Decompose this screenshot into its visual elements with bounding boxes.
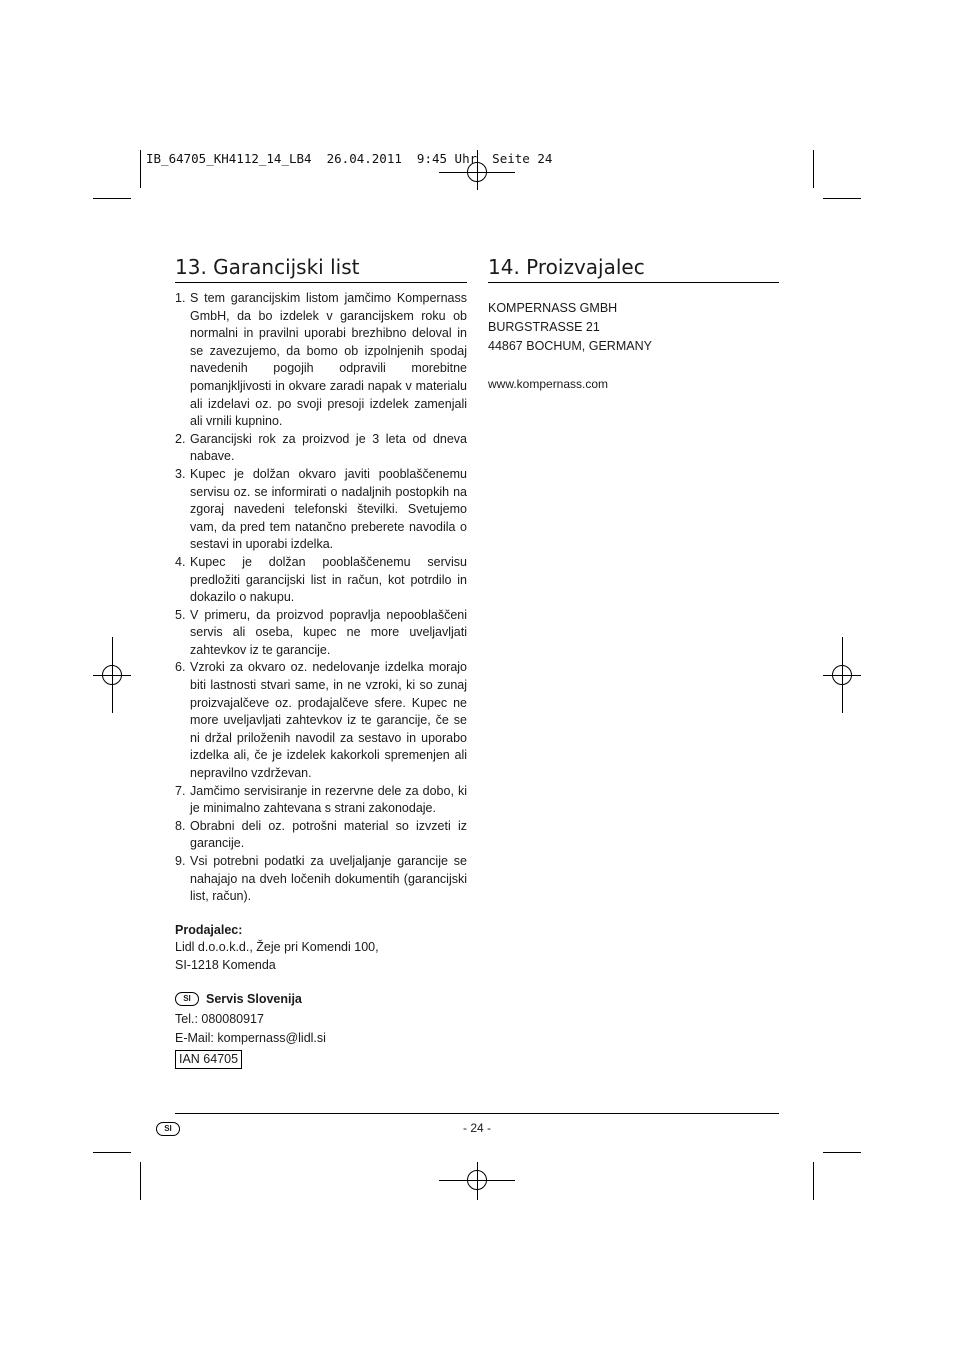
item-text: V primeru, da proizvod popravlja nepooblaščeni servis ali oseba, kupec ne more uveljavljati zahtevkov iz te garancije. — [190, 607, 467, 657]
service-email: E-Mail: kompernass@lidl.si — [175, 1031, 326, 1046]
page-number: - 24 - — [462, 1121, 491, 1135]
warranty-heading: 13. Garancijski list — [175, 254, 467, 283]
crop-mark — [813, 1162, 814, 1200]
seller-address-line: Lidl d.o.o.k.d., Žeje pri Komendi 100, — [175, 940, 379, 955]
footer-country-badge: SI — [156, 1122, 180, 1136]
item-number: 8. — [175, 818, 186, 833]
list-item — [175, 818, 467, 853]
manufacturer-heading: 14. Proizvajalec — [488, 254, 779, 283]
item-text: S tem garancijskim listom jamčimo Kompernass GmbH, da bo izdelek v garancijskem roku ob normalni in pravilni uporabi brezhibno deloval in se zavezujemo, da bomo ob izpolnjenih spodaj navedenih pogojih odpravili morebitne pomanjkljivosti in okvare zaradi napak v materialu ali izdelavi oz. po svoji presoji izdelek zamenjali ali vrnili kupnino. — [190, 291, 467, 429]
item-number: 1. — [175, 291, 186, 305]
list-item — [175, 431, 467, 466]
item-number: 5. — [175, 607, 186, 622]
warranty-section — [175, 254, 467, 1069]
list-item — [175, 290, 467, 431]
list-item — [175, 607, 467, 660]
ian-number-box: IAN 64705 — [175, 1050, 242, 1069]
address-line: BURGSTRASSE 21 — [488, 320, 600, 334]
crop-mark — [813, 150, 814, 188]
manufacturer-website: www.kompernass.com — [488, 377, 609, 391]
seller-address-line: SI-1218 Komenda — [175, 957, 276, 972]
item-number: 2. — [175, 431, 186, 446]
manufacturer-section — [488, 254, 779, 394]
list-item — [175, 853, 467, 906]
crop-mark — [140, 1162, 141, 1200]
seller-label: Prodajalec: — [175, 922, 243, 937]
country-badge: SI — [175, 992, 199, 1006]
item-text: Jamčimo servisiranje in rezervne dele za dobo, ki je minimalno zahtevana s strani zakonodaje. — [190, 783, 467, 816]
warranty-conditions-list — [175, 290, 467, 906]
item-number: 6. — [175, 660, 186, 675]
list-item — [175, 466, 467, 554]
item-text: Obrabni deli oz. potrošni material so izvzeti iz garancije. — [190, 818, 467, 851]
list-item — [175, 554, 467, 607]
item-number: 3. — [175, 466, 186, 481]
item-text: Vsi potrebni podatki za uveljaljanje garancije se nahajajo na dveh ločenih dokumentih (garancijski list, račun). — [190, 854, 467, 904]
service-block — [175, 991, 467, 1070]
item-number: 7. — [175, 783, 186, 798]
crop-mark — [823, 198, 861, 199]
address-line: 44867 BOCHUM, GERMANY — [488, 339, 652, 353]
list-item — [175, 783, 467, 818]
service-title: Servis Slovenija — [206, 991, 302, 1006]
service-phone: Tel.: 080080917 — [175, 1012, 264, 1027]
item-number: 4. — [175, 554, 186, 569]
service-title-row — [175, 991, 467, 1009]
item-text: Garancijski rok za proizvod je 3 leta od dneva nabave. — [190, 431, 467, 464]
list-item — [175, 659, 467, 782]
manufacturer-address — [488, 299, 779, 356]
item-text: Kupec je dolžan pooblaščenemu servisu predložiti garancijski list in račun, kot potrdilo in dokazilo o nakupu. — [190, 554, 467, 605]
address-line: KOMPERNASS GMBH — [488, 301, 618, 315]
crop-mark — [140, 150, 141, 188]
print-slug: IB_64705_KH4112_14_LB4 26.04.2011 9:45 Uhr Seite 24 — [146, 151, 553, 166]
crop-mark — [823, 1152, 861, 1153]
item-text: Kupec je dolžan okvaro javiti pooblaščenemu servisu oz. se informirati o nadaljnih postopkih na zgoraj navedeni telefonski številki. Svetujemo vam, da pred tem natančno preberete navodila o sestavi in uporabi izdelka. — [190, 466, 467, 552]
footer-divider — [175, 1113, 779, 1114]
seller-block — [175, 922, 467, 975]
crop-mark — [93, 198, 131, 199]
item-number: 9. — [175, 854, 186, 868]
crop-mark — [93, 1152, 131, 1153]
item-text: Vzroki za okvaro oz. nedelovanje izdelka morajo biti lastnosti stvari same, in ne vzroki, ki so zunaj proizvajalčeve oz. prodajalčeve sfere. Kupec ne more uveljavljati zahtevkov iz te garancije, če se ni držal priloženih navodil za sestavo in uporabo izdelka ali, če je izdelek kakorkoli spremenjen ali nepravilno vzdrževan. — [190, 660, 467, 781]
